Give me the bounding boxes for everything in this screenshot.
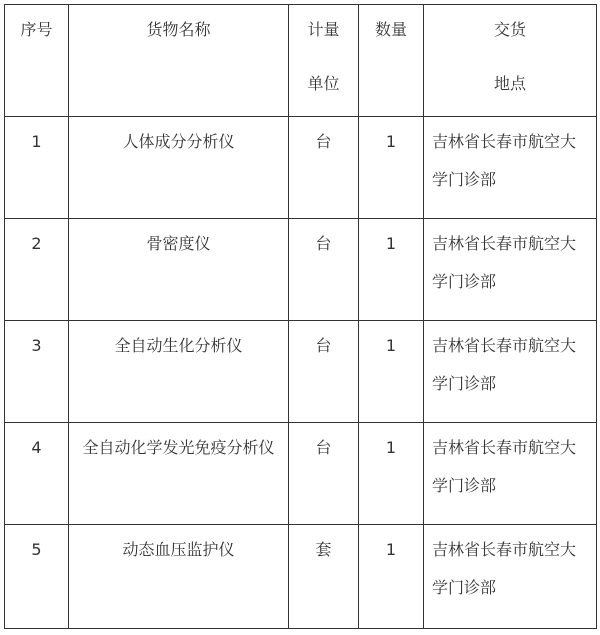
cell-index: 1 bbox=[5, 117, 69, 219]
cell-location-line2: 学门诊部 bbox=[432, 476, 497, 495]
cell-index: 5 bbox=[5, 525, 69, 629]
cell-quantity: 1 bbox=[359, 525, 424, 629]
cell-index: 4 bbox=[5, 423, 69, 525]
header-location-line2: 地点 bbox=[493, 74, 526, 93]
table-row bbox=[5, 525, 597, 629]
cell-location-line1: 吉林省长春市航空大 bbox=[432, 336, 577, 355]
cell-location-line1: 吉林省长春市航空大 bbox=[432, 132, 577, 151]
cell-index: 2 bbox=[5, 219, 69, 321]
cell-location bbox=[424, 321, 597, 423]
header-name: 货物名称 bbox=[69, 5, 289, 117]
cell-name: 全自动化学发光免疫分析仪 bbox=[69, 423, 289, 525]
cell-quantity: 1 bbox=[359, 117, 424, 219]
header-location-line1: 交货 bbox=[493, 20, 526, 39]
cell-location bbox=[424, 525, 597, 629]
header-unit-line2: 单位 bbox=[307, 74, 340, 93]
table-row bbox=[5, 423, 597, 525]
cell-quantity: 1 bbox=[359, 423, 424, 525]
header-quantity: 数量 bbox=[359, 5, 424, 117]
header-unit bbox=[289, 5, 359, 117]
cell-location-line2: 学门诊部 bbox=[432, 374, 497, 393]
cell-location bbox=[424, 423, 597, 525]
cell-location bbox=[424, 117, 597, 219]
cell-unit: 套 bbox=[289, 525, 359, 629]
cell-quantity: 1 bbox=[359, 321, 424, 423]
cell-location-line1: 吉林省长春市航空大 bbox=[432, 234, 577, 253]
cell-unit: 台 bbox=[289, 117, 359, 219]
cell-unit: 台 bbox=[289, 321, 359, 423]
cell-location-line2: 学门诊部 bbox=[432, 578, 497, 597]
table-row bbox=[5, 117, 597, 219]
header-unit-line1: 计量 bbox=[307, 20, 340, 39]
cell-quantity: 1 bbox=[359, 219, 424, 321]
cell-location-line1: 吉林省长春市航空大 bbox=[432, 438, 577, 457]
cell-location bbox=[424, 219, 597, 321]
header-location bbox=[424, 5, 597, 117]
goods-table bbox=[4, 4, 597, 629]
cell-location-line2: 学门诊部 bbox=[432, 170, 497, 189]
header-index: 序号 bbox=[5, 5, 69, 117]
cell-index: 3 bbox=[5, 321, 69, 423]
cell-unit: 台 bbox=[289, 423, 359, 525]
cell-unit: 台 bbox=[289, 219, 359, 321]
table-row bbox=[5, 321, 597, 423]
cell-location-line2: 学门诊部 bbox=[432, 272, 497, 291]
cell-name: 人体成分分析仪 bbox=[69, 117, 289, 219]
cell-name: 全自动生化分析仪 bbox=[69, 321, 289, 423]
table-header-row bbox=[5, 5, 597, 117]
cell-location-line1: 吉林省长春市航空大 bbox=[432, 540, 577, 559]
table-row bbox=[5, 219, 597, 321]
cell-name: 骨密度仪 bbox=[69, 219, 289, 321]
cell-name: 动态血压监护仪 bbox=[69, 525, 289, 629]
